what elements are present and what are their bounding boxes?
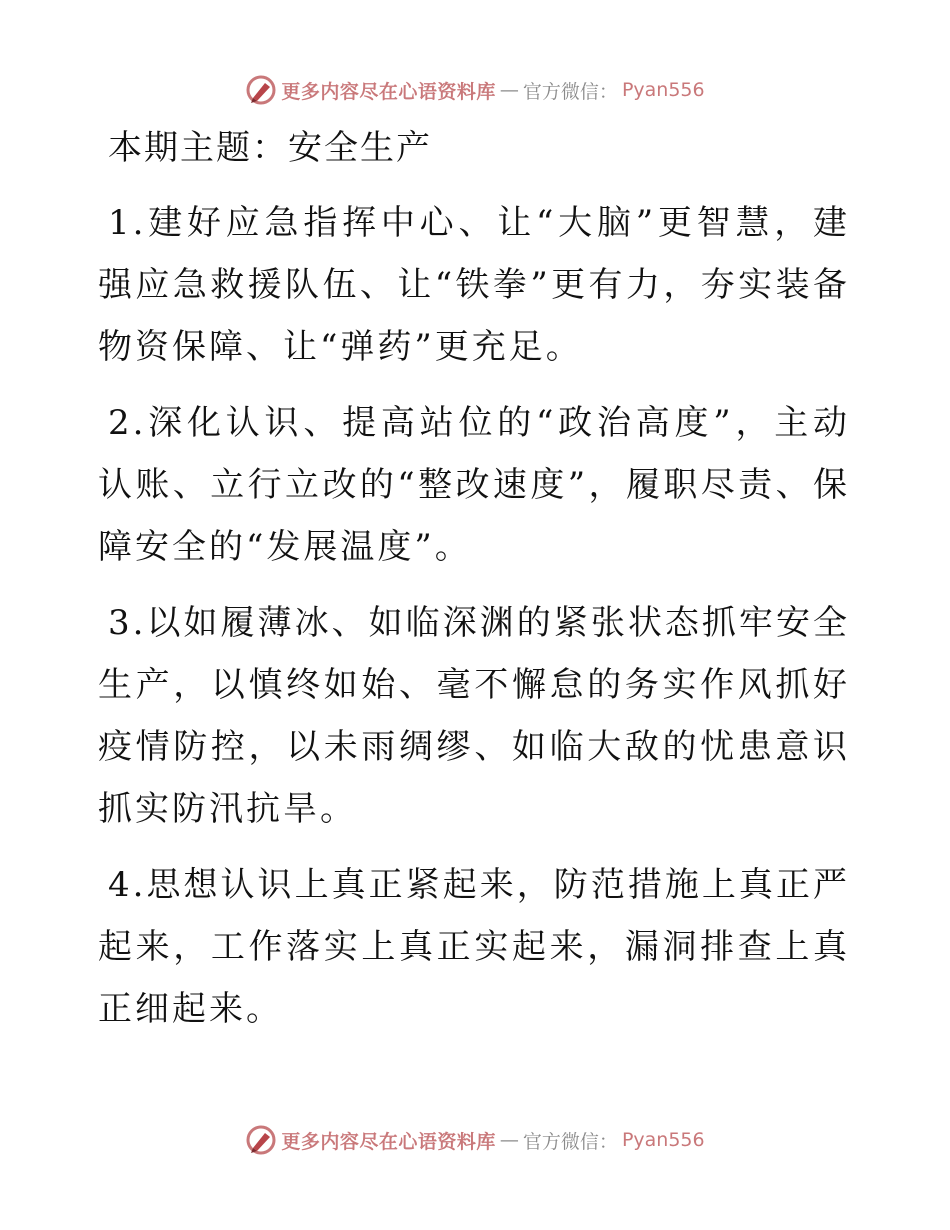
- header-banner: [0, 70, 950, 110]
- header-banner-content: [245, 74, 704, 106]
- pen-logo-icon: [245, 1124, 277, 1156]
- official-wechat-label: 官方微信：: [522, 80, 618, 103]
- wechat-id-text: Pyan556: [621, 1129, 705, 1151]
- wechat-id-text: Pyan556: [621, 79, 705, 101]
- banner-separator: —: [499, 1129, 519, 1151]
- site-name-text: 更多内容尽在心语资料库: [281, 80, 496, 103]
- list-item-3: 3.以如履薄冰、如临深渊的紧张状态抓牢安全生产，以慎终如始、毫不懈怠的务实作风抓好疫情防控，以未雨绸缪、如临大敌的忧患意识抓实防汛抗旱。: [98, 603, 850, 829]
- list-item-4: 4.思想认识上真正紧起来，防范措施上真正严起来，工作落实上真正实起来，漏洞排查上真正细起来。: [98, 865, 850, 1029]
- official-wechat-label: 官方微信：: [522, 1130, 618, 1153]
- list-item-1: 1.建好应急指挥中心、让“大脑”更智慧，建强应急救援队伍、让“铁拳”更有力，夯实装备物资保障、让“弹药”更充足。: [98, 203, 850, 367]
- footer-banner-content: [245, 1124, 704, 1156]
- pen-logo-icon: [245, 74, 277, 106]
- footer-banner: [0, 1120, 950, 1160]
- site-name-text: 更多内容尽在心语资料库: [281, 1130, 496, 1153]
- document-topic: 本期主题：安全生产: [108, 128, 432, 168]
- document-body: [98, 118, 850, 1040]
- list-item-2: 2.深化认识、提高站位的“政治高度”，主动认账、立行立改的“整改速度”，履职尽责、保障安全的“发展温度”。: [98, 403, 850, 567]
- banner-separator: —: [499, 79, 519, 101]
